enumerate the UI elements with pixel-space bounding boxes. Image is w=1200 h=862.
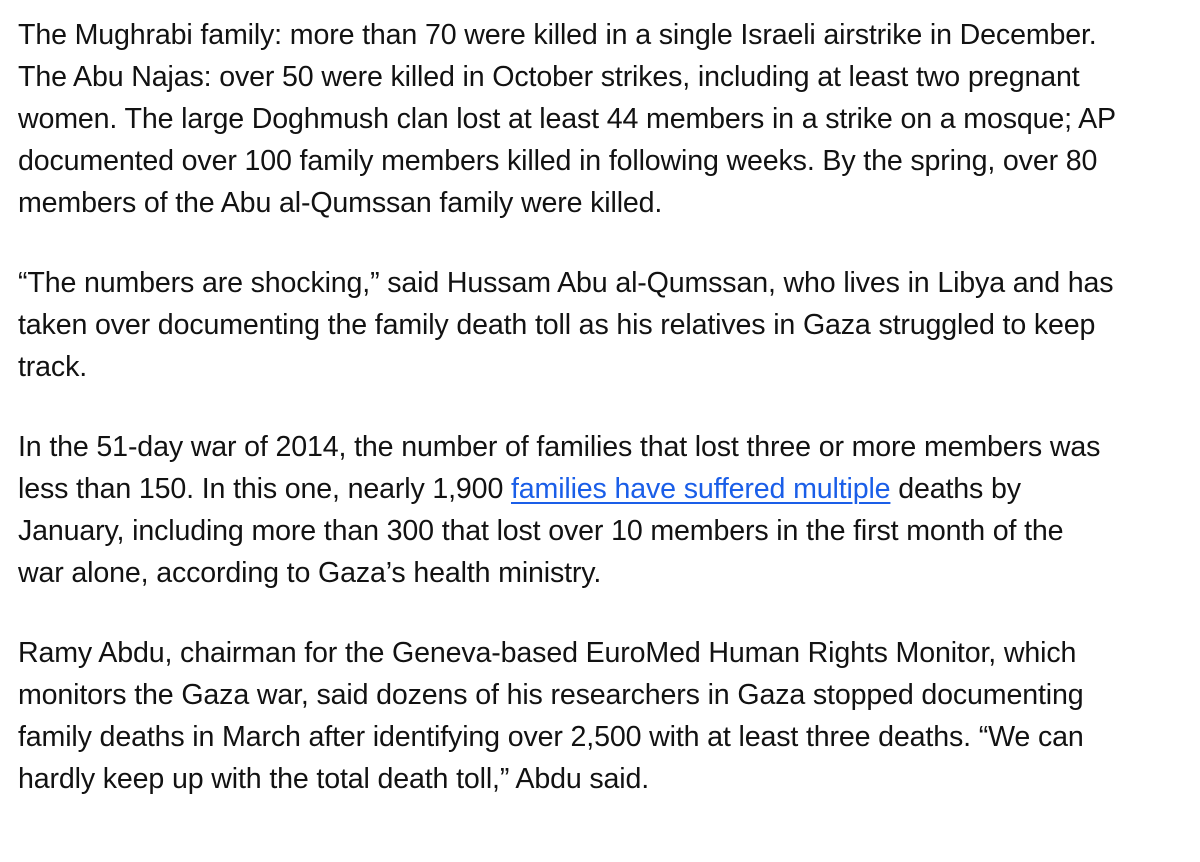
families-multiple-deaths-link[interactable]: families have suffered multiple [510, 473, 891, 505]
text-line: “The numbers are shocking,” said Hussam Abu al-Qumssan, who lives in Libya and has [18, 267, 1114, 299]
text-line: monitors the Gaza war, said dozens of his researchers in Gaza stopped documenting [18, 679, 1084, 711]
text-segment: deaths by [890, 473, 1021, 505]
text-line: documented over 100 family members killed in following weeks. By the spring, over 80 [18, 145, 1098, 177]
text-line: Ramy Abdu, chairman for the Geneva-based EuroMed Human Rights Monitor, which [18, 637, 1077, 669]
text-segment: less than 150. In this one, nearly 1,900 [18, 473, 511, 505]
text-line: family deaths in March after identifying over 2,500 with at least three deaths. “We can [18, 721, 1084, 753]
paragraph-2014-comparison [18, 426, 1188, 594]
text-line: In the 51-day war of 2014, the number of families that lost three or more members was [18, 431, 1101, 463]
text-line: hardly keep up with the total death toll,” Abdu said. [18, 763, 650, 795]
text-line: January, including more than 300 that lost over 10 members in the first month of the [18, 515, 1064, 547]
text-line: The Abu Najas: over 50 were killed in October strikes, including at least two pregnant [18, 61, 1080, 93]
text-line: members of the Abu al-Qumssan family were killed. [18, 187, 663, 219]
paragraph-family-tolls [18, 14, 1188, 224]
text-line: track. [18, 351, 88, 383]
text-line: taken over documenting the family death toll as his relatives in Gaza struggled to keep [18, 309, 1096, 341]
text-line: war alone, according to Gaza’s health ministry. [18, 557, 602, 589]
text-line: women. The large Doghmush clan lost at least 44 members in a strike on a mosque; AP [18, 103, 1116, 135]
text-line-with-link [18, 468, 1188, 510]
article-body [18, 0, 1188, 800]
text-line: The Mughrabi family: more than 70 were killed in a single Israeli airstrike in December. [18, 19, 1097, 51]
paragraph-quote-hussam [18, 262, 1188, 388]
paragraph-ramy-abdu [18, 632, 1188, 800]
